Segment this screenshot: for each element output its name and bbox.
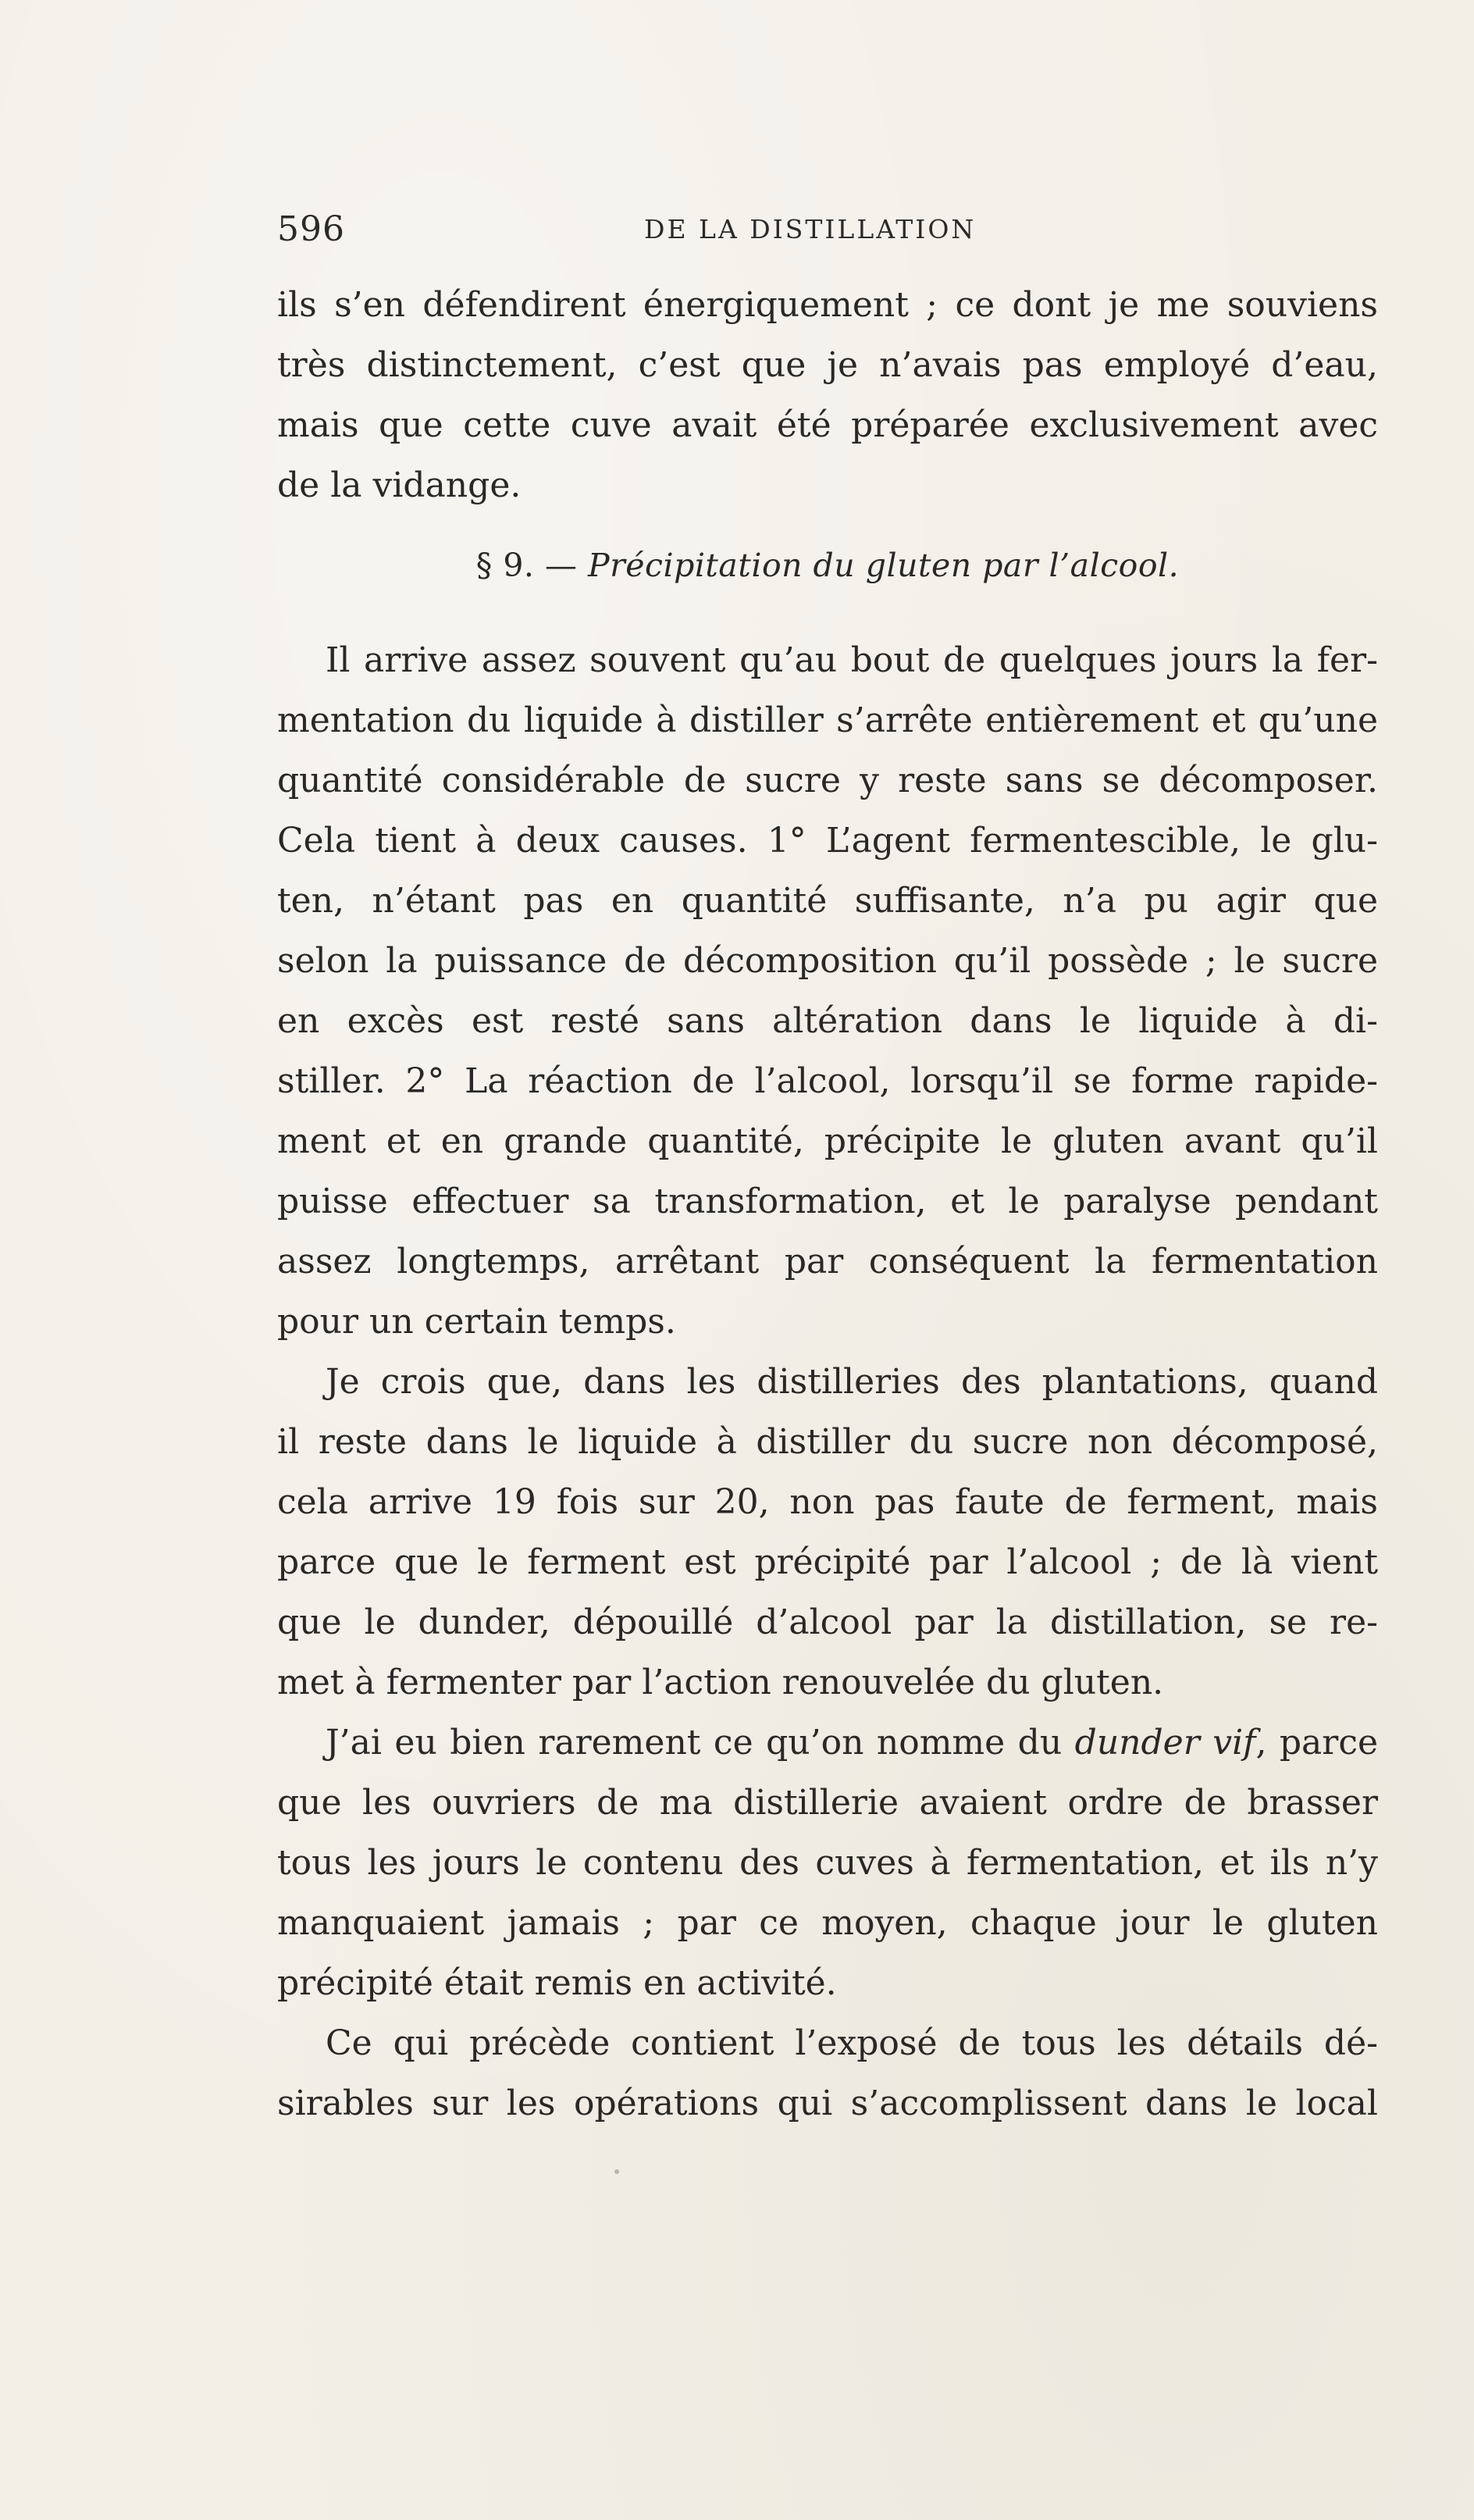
- text-line: assez longtemps, arrêtant par conséquent la fermentation: [277, 1242, 1378, 1281]
- text-line: tous les jours le contenu des cuves à fermentation, et ils n’y: [277, 1843, 1378, 1883]
- paragraph-3: [277, 1352, 1378, 1713]
- text-line: Je crois que, dans les distilleries des plantations, quand: [326, 1362, 1378, 1402]
- section-title: Précipitation du gluten par l’alcool.: [588, 547, 1180, 584]
- text-line: selon la puissance de décomposition qu’il possède ; le sucre: [277, 941, 1378, 981]
- paragraph-4: [277, 1713, 1378, 2013]
- body-text: [277, 630, 1378, 2133]
- text-line: stiller. 2° La réaction de l’alcool, lorsqu’il se forme rapide-: [277, 1061, 1378, 1101]
- text-line: puisse effectuer sa transformation, et le paralyse pendant: [277, 1182, 1378, 1221]
- italic-term: dunder vif: [1074, 1723, 1256, 1763]
- text-line: ils s’en défendirent énergiquement ; ce dont je me souviens: [277, 285, 1378, 325]
- section-dash: —: [545, 547, 578, 584]
- text-line: sirables sur les opérations qui s’accomplissent dans le local: [277, 2083, 1378, 2123]
- text-line: ment et en grande quantité, précipite le gluten avant qu’il: [277, 1121, 1378, 1161]
- text-line: mais que cette cuve avait été préparée exclusivement avec: [277, 405, 1378, 445]
- text-line: manquaient jamais ; par ce moyen, chaque jour le gluten: [277, 1903, 1378, 1943]
- page-number: 596: [277, 209, 345, 249]
- paper-speck: [614, 2169, 619, 2174]
- text-line: quantité considérable de sucre y reste sans se décomposer.: [277, 761, 1378, 800]
- text-fragment: , parce: [1255, 1723, 1379, 1763]
- text-line: pour un certain temps.: [277, 1302, 676, 1342]
- text-line: précipité était remis en activité.: [277, 1963, 837, 2003]
- text-line: Cela tient à deux causes. 1° L’agent fermentescible, le glu-: [277, 821, 1378, 861]
- paragraph-1: [277, 275, 1378, 515]
- text-line: [277, 1713, 1378, 1773]
- section-heading: [277, 547, 1378, 584]
- text-line: que le dunder, dépouillé d’alcool par la distillation, se re-: [277, 1602, 1378, 1642]
- text-fragment: J’ai eu bien rarement ce qu’on nomme du: [326, 1723, 1063, 1763]
- paragraph-5: [277, 2013, 1378, 2133]
- text-line: Il arrive assez souvent qu’au bout de quelques jours la fer-: [326, 640, 1378, 680]
- paragraph-2: [277, 630, 1378, 1352]
- text-line: en excès est resté sans altération dans le liquide à di-: [277, 1001, 1378, 1041]
- text-line: de la vidange.: [277, 465, 522, 505]
- text-line: met à fermenter par l’action renouvelée du gluten.: [277, 1663, 1164, 1702]
- section-number: § 9.: [475, 547, 535, 584]
- text-line: que les ouvriers de ma distillerie avaient ordre de brasser: [277, 1783, 1378, 1823]
- text-line: très distinctement, c’est que je n’avais pas employé d’eau,: [277, 345, 1378, 385]
- running-title: DE LA DISTILLATION: [644, 214, 977, 244]
- text-line: il reste dans le liquide à distiller du sucre non décomposé,: [277, 1422, 1378, 1462]
- text-line: Ce qui précède contient l’exposé de tous les détails dé-: [326, 2023, 1378, 2063]
- text-line: ten, n’étant pas en quantité suffisante, n’a pu agir que: [277, 881, 1378, 921]
- page-header: [277, 209, 1378, 256]
- text-line: cela arrive 19 fois sur 20, non pas faute de ferment, mais: [277, 1482, 1378, 1522]
- text-line: mentation du liquide à distiller s’arrête entièrement et qu’une: [277, 700, 1378, 740]
- text-line: parce que le ferment est précipité par l’alcool ; de là vient: [277, 1542, 1378, 1582]
